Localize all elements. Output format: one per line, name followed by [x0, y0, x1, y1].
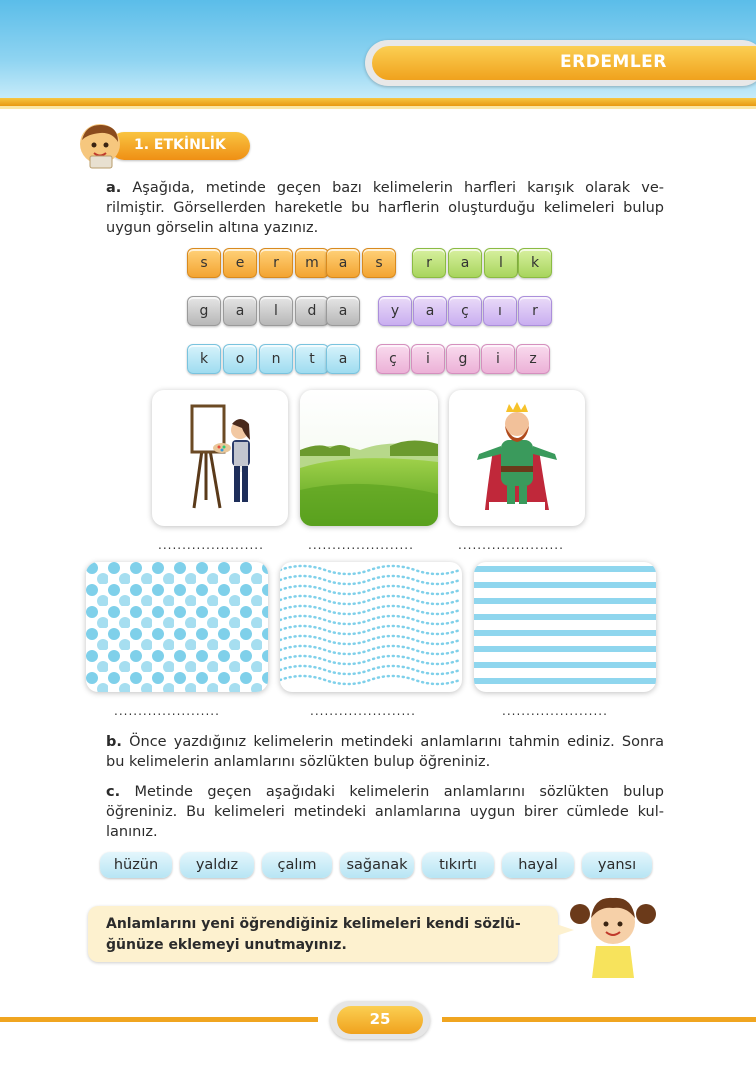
section-a-label: a. — [106, 180, 122, 196]
letter-tile: z — [516, 344, 550, 374]
footer-line-right — [442, 1017, 756, 1022]
letter-tile: a — [326, 248, 360, 278]
section-a-text: Aşağıda, metinde geçen bazı kelimelerin harfleri karışık olarak ve-rilmiştir. Görsellerden hareketle bu harflerin oluşturduğu kelimeleri bulup uygun görselin altına yazınız. — [106, 180, 664, 236]
letter-tile: a — [448, 248, 482, 278]
wavy-pattern-picture — [280, 562, 462, 692]
section-b-paragraph — [106, 732, 664, 772]
letter-tile: k — [187, 344, 221, 374]
answer-blank[interactable]: ...................... — [114, 704, 220, 718]
letter-tile: a — [326, 344, 360, 374]
section-c-text: Metinde geçen aşağıdaki kelimelerin anlamlarını sözlükten bulup öğreniniz. Bu kelimeleri metindeki anlamlarına uygun birer cümlede kul-lanınız. — [106, 784, 664, 840]
letter-tile: m — [295, 248, 329, 278]
word-chip: yansı — [582, 852, 652, 878]
girl-character-icon — [570, 894, 656, 978]
footer-line-left — [0, 1017, 318, 1022]
letter-tile: ç — [376, 344, 410, 374]
dotted-pattern-picture — [86, 562, 268, 692]
answer-blank[interactable]: ...................... — [158, 538, 264, 552]
letter-tile: r — [259, 248, 293, 278]
letter-tile: s — [187, 248, 221, 278]
section-c-paragraph — [106, 782, 664, 842]
wavy-pattern-icon — [280, 562, 462, 692]
letter-tile: ı — [483, 296, 517, 326]
word-chip: yaldız — [180, 852, 254, 878]
painter-picture — [152, 390, 288, 526]
answer-blank[interactable]: ...................... — [310, 704, 416, 718]
king-picture — [449, 390, 585, 526]
painter-illustration-icon — [152, 390, 288, 526]
letter-tile: ç — [448, 296, 482, 326]
letter-tile: k — [518, 248, 552, 278]
activity-title: 1. ETKİNLİK — [134, 137, 226, 153]
header-stripe-light — [0, 106, 756, 109]
letter-tile: i — [481, 344, 515, 374]
letter-tile: r — [412, 248, 446, 278]
letter-tile: r — [518, 296, 552, 326]
meadow-illustration-icon — [300, 390, 438, 526]
page-number: 25 — [369, 1010, 391, 1028]
letter-tile: o — [223, 344, 257, 374]
letter-tile: y — [378, 296, 412, 326]
answer-blank[interactable]: ...................... — [502, 704, 608, 718]
unit-title: ERDEMLER — [560, 52, 667, 72]
letter-tile: n — [259, 344, 293, 374]
word-chip: hayal — [502, 852, 574, 878]
word-chip: çalım — [262, 852, 332, 878]
word-chip: tıkırtı — [422, 852, 494, 878]
letter-tile: a — [223, 296, 257, 326]
letter-tile: l — [259, 296, 293, 326]
king-illustration-icon — [449, 390, 585, 526]
section-b-label: b. — [106, 734, 122, 750]
activity-character-icon — [76, 120, 124, 170]
letter-tile: s — [362, 248, 396, 278]
section-a-paragraph — [106, 178, 664, 238]
letter-tile: g — [446, 344, 480, 374]
dots-pattern-icon — [86, 562, 268, 692]
answer-blank[interactable]: ...................... — [458, 538, 564, 552]
header-stripe — [0, 98, 756, 106]
section-c-label: c. — [106, 784, 121, 800]
letter-tile: d — [295, 296, 329, 326]
letter-tile: e — [223, 248, 257, 278]
letter-tile: g — [187, 296, 221, 326]
answer-blank[interactable]: ...................... — [308, 538, 414, 552]
letter-tile: t — [295, 344, 329, 374]
letter-tile: a — [413, 296, 447, 326]
letter-tile: a — [326, 296, 360, 326]
meadow-picture — [300, 390, 438, 526]
reminder-text: Anlamlarını yeni öğrendiğiniz kelimeleri kendi sözlü-ğünüze eklemeyi unutmayınız. — [106, 916, 521, 953]
word-chip: hüzün — [100, 852, 172, 878]
letter-tile: i — [411, 344, 445, 374]
stripes-pattern-icon — [474, 562, 656, 692]
letter-tile: l — [484, 248, 518, 278]
section-b-text: Önce yazdığınız kelimelerin metindeki anlamlarını tahmin ediniz. Sonra bu kelimelerin anlamlarını sözlükten bulup öğreniniz. — [106, 734, 664, 770]
striped-pattern-picture — [474, 562, 656, 692]
word-chip: sağanak — [340, 852, 414, 878]
